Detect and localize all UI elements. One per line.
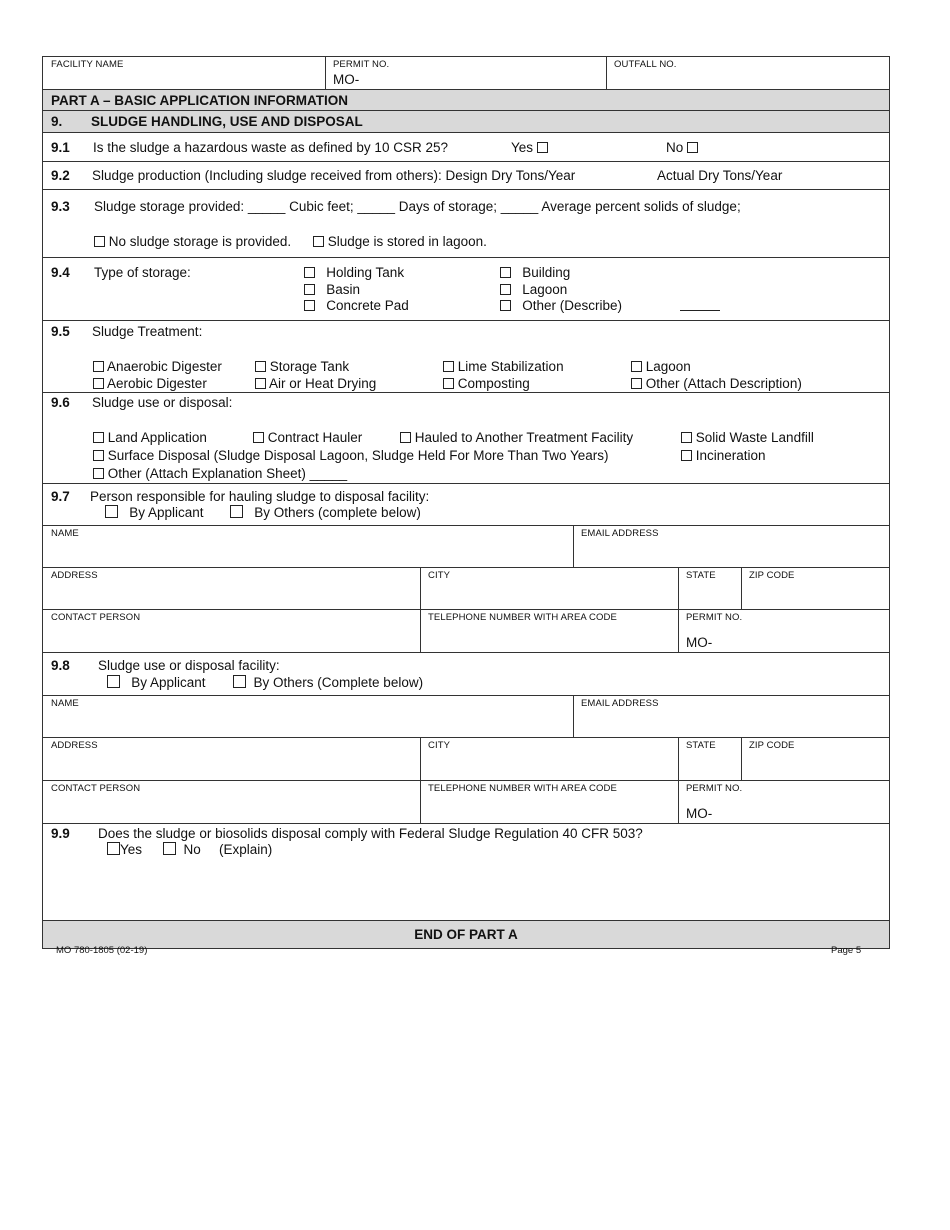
state-label: STATE: [686, 740, 716, 751]
treatment-label: Sludge Treatment:: [92, 324, 203, 339]
no-storage-label: No sludge storage is provided.: [108, 234, 292, 249]
disposal-option-label: Other (Attach Explanation Sheet) _____: [107, 466, 348, 481]
question-number: 9.6: [51, 395, 70, 410]
disposal-option-label: Contract Hauler: [267, 430, 363, 445]
other-describe-checkbox[interactable]: [500, 300, 511, 311]
comply-yes-option: [107, 842, 142, 857]
address-label: ADDRESS: [51, 740, 98, 751]
disposal-option-label: Surface Disposal (Sludge Disposal Lagoon, Sludge Held For More Than Two Years): [107, 448, 609, 463]
treatment-option: [443, 376, 530, 391]
hauler-option: [105, 505, 204, 520]
question-text: Is the sludge a hazardous waste as defined by 10 CSR 25?: [93, 140, 448, 155]
permit-no-label: PERMIT NO.: [333, 59, 390, 70]
permit-no-value[interactable]: MO-: [333, 72, 360, 87]
disposal-other-checkbox[interactable]: [93, 468, 104, 479]
state-label: STATE: [686, 570, 716, 581]
disposal-option-label: Land Application: [107, 430, 207, 445]
basin-checkbox[interactable]: [304, 284, 315, 295]
treatment-option: [93, 359, 222, 374]
building-checkbox[interactable]: [500, 267, 511, 278]
comply-no-option: [163, 842, 201, 857]
incineration-checkbox[interactable]: [681, 450, 692, 461]
disposal-option: [253, 430, 362, 445]
address-label: ADDRESS: [51, 570, 98, 581]
actual-tons-label: Actual Dry Tons/Year: [657, 168, 783, 183]
use-disposal-label: Sludge use or disposal:: [92, 395, 233, 410]
land-application-checkbox[interactable]: [93, 432, 104, 443]
treatment-other-checkbox[interactable]: [631, 378, 642, 389]
treatment-option: [255, 376, 376, 391]
treatment-option-label: Storage Tank: [269, 359, 350, 374]
storage-option-label: Other (Describe): [522, 298, 623, 313]
question-9-5: [43, 321, 889, 393]
treatment-lagoon-checkbox[interactable]: [631, 361, 642, 372]
permit-label: PERMIT NO.: [686, 612, 743, 623]
phone-label: TELEPHONE NUMBER WITH AREA CODE: [428, 783, 617, 794]
storage-option-label: Lagoon: [522, 282, 568, 297]
section-number: 9.: [51, 114, 63, 129]
describe-blank[interactable]: [680, 310, 720, 311]
question-text: Sludge use or disposal facility:: [98, 658, 280, 673]
no-storage-option: [94, 234, 291, 249]
email-label: EMAIL ADDRESS: [581, 698, 659, 709]
disposal-option: [681, 430, 814, 445]
question-text: Sludge storage provided: _____ Cubic feet; _____ Days of storage; _____ Average percent solids of sludge;: [94, 199, 741, 214]
question-text: Does the sludge or biosolids disposal comply with Federal Sludge Regulation 40 CFR 503?: [98, 826, 643, 841]
storage-option: [500, 265, 570, 280]
question-number: 9.7: [51, 489, 70, 504]
treatment-option-label: Air or Heat Drying: [269, 376, 377, 391]
question-9-2: [43, 162, 889, 190]
treatment-option-label: Aerobic Digester: [107, 376, 207, 391]
question-9-4: [43, 258, 889, 321]
question-number: 9.1: [51, 140, 70, 155]
disposal-option-label: Incineration: [695, 448, 766, 463]
question-number: 9.4: [51, 265, 70, 280]
storage-type-label: Type of storage:: [94, 265, 191, 280]
disposal-option: [93, 466, 347, 481]
lagoon-storage-checkbox[interactable]: [313, 236, 324, 247]
treatment-option: [255, 359, 349, 374]
facility-option: [107, 675, 206, 690]
by-applicant-label: By Applicant: [129, 505, 204, 520]
treatment-option-label: Composting: [457, 376, 530, 391]
question-text: Sludge production (Including sludge received from others): Design Dry Tons/Year: [92, 168, 576, 183]
question-9-9: [43, 824, 889, 921]
email-label: EMAIL ADDRESS: [581, 528, 659, 539]
by-others-checkbox[interactable]: [230, 505, 243, 518]
by-others-label: By Others (Complete below): [253, 675, 424, 690]
outfall-no-label: OUTFALL NO.: [614, 59, 677, 70]
lime-checkbox[interactable]: [443, 361, 454, 372]
solid-waste-checkbox[interactable]: [681, 432, 692, 443]
air-heat-checkbox[interactable]: [255, 378, 266, 389]
question-number: 9.9: [51, 826, 70, 841]
comply-no-checkbox[interactable]: [163, 842, 176, 855]
lagoon-checkbox[interactable]: [500, 284, 511, 295]
storage-tank-checkbox[interactable]: [255, 361, 266, 372]
contract-hauler-checkbox[interactable]: [253, 432, 264, 443]
page-number: Page 5: [831, 945, 862, 956]
storage-option: [500, 282, 567, 297]
no-storage-checkbox[interactable]: [94, 236, 105, 247]
question-number: 9.8: [51, 658, 70, 673]
contact-person-label: CONTACT PERSON: [51, 612, 141, 623]
storage-option-label: Building: [522, 265, 571, 280]
question-9-7: [43, 484, 889, 526]
phone-label: TELEPHONE NUMBER WITH AREA CODE: [428, 612, 617, 623]
question-number: 9.3: [51, 199, 70, 214]
surface-disposal-checkbox[interactable]: [93, 450, 104, 461]
no-label: No: [183, 842, 201, 857]
treatment-option-label: Anaerobic Digester: [107, 359, 222, 374]
explain-label: (Explain): [219, 842, 273, 857]
storage-option-label: Holding Tank: [326, 265, 405, 280]
name-label: NAME: [51, 698, 79, 709]
question-9-6: [43, 393, 889, 484]
storage-option: [304, 265, 404, 280]
question-9-8: [43, 653, 889, 696]
treatment-option-label: Other (Attach Description): [645, 376, 802, 391]
hauled-facility-checkbox[interactable]: [400, 432, 411, 443]
end-of-part-a: [43, 921, 889, 949]
disposal-option-label: Hauled to Another Treatment Facility: [414, 430, 634, 445]
storage-option-label: Concrete Pad: [326, 298, 409, 313]
permit-value[interactable]: MO-: [686, 635, 713, 650]
disposal-option: [400, 430, 633, 445]
hauler-name-row: [43, 526, 889, 568]
question-text: Person responsible for hauling sludge to disposal facility:: [90, 489, 430, 504]
permit-value[interactable]: MO-: [686, 806, 713, 821]
question-number: 9.5: [51, 324, 70, 339]
facility-by-others-checkbox[interactable]: [233, 675, 246, 688]
treatment-option: [631, 359, 691, 374]
lagoon-storage-label: Sludge is stored in lagoon.: [327, 234, 487, 249]
part-a-header: [43, 90, 889, 111]
by-applicant-checkbox[interactable]: [105, 505, 118, 518]
lagoon-storage-option: [313, 234, 487, 249]
by-others-label: By Others (complete below): [254, 505, 421, 520]
anaerobic-checkbox[interactable]: [93, 361, 104, 372]
name-label: NAME: [51, 528, 79, 539]
contact-person-label: CONTACT PERSON: [51, 783, 141, 794]
question-number: 9.2: [51, 168, 70, 183]
no-option: [666, 140, 698, 155]
treatment-option: [93, 376, 207, 391]
yes-option: [511, 140, 548, 155]
facility-address-row: [43, 738, 889, 781]
concrete-pad-checkbox[interactable]: [304, 300, 315, 311]
city-label: CITY: [428, 740, 451, 751]
composting-checkbox[interactable]: [443, 378, 454, 389]
sludge-form: [42, 56, 890, 949]
disposal-option: [93, 448, 609, 463]
hauler-address-row: [43, 568, 889, 610]
section-title: SLUDGE HANDLING, USE AND DISPOSAL: [91, 114, 363, 129]
holding-tank-checkbox[interactable]: [304, 267, 315, 278]
treatment-option-label: Lagoon: [645, 359, 691, 374]
permit-label: PERMIT NO.: [686, 783, 743, 794]
header-row: [43, 57, 889, 90]
facility-by-applicant-checkbox[interactable]: [107, 675, 120, 688]
facility-contact-row: [43, 781, 889, 824]
question-9-1: [43, 133, 889, 162]
yes-label: Yes: [120, 842, 143, 857]
facility-option: [233, 675, 423, 690]
yes-checkbox[interactable]: [537, 142, 548, 153]
no-label: No: [666, 140, 684, 155]
by-applicant-label: By Applicant: [131, 675, 206, 690]
facility-name-label: FACILITY NAME: [51, 59, 124, 70]
storage-option: [304, 282, 360, 297]
treatment-option: [631, 376, 802, 391]
part-title: PART A – BASIC APPLICATION INFORMATION: [51, 93, 348, 108]
zip-label: ZIP CODE: [749, 570, 795, 581]
zip-label: ZIP CODE: [749, 740, 795, 751]
treatment-option-label: Lime Stabilization: [457, 359, 564, 374]
storage-option: [304, 298, 409, 313]
facility-name-row: [43, 696, 889, 738]
disposal-option: [681, 448, 766, 463]
treatment-option: [443, 359, 564, 374]
disposal-option: [93, 430, 207, 445]
end-text: END OF PART A: [414, 927, 518, 942]
storage-option-label: Basin: [326, 282, 361, 297]
question-9-3: [43, 190, 889, 258]
comply-yes-checkbox[interactable]: [107, 842, 120, 855]
hauler-option: [230, 505, 421, 520]
section-header: [43, 111, 889, 133]
hauler-contact-row: [43, 610, 889, 653]
no-checkbox[interactable]: [687, 142, 698, 153]
form-number: MO 780-1805 (02-19): [56, 945, 148, 956]
city-label: CITY: [428, 570, 451, 581]
storage-option: [500, 298, 622, 313]
disposal-option-label: Solid Waste Landfill: [695, 430, 814, 445]
yes-label: Yes: [511, 140, 534, 155]
aerobic-checkbox[interactable]: [93, 378, 104, 389]
